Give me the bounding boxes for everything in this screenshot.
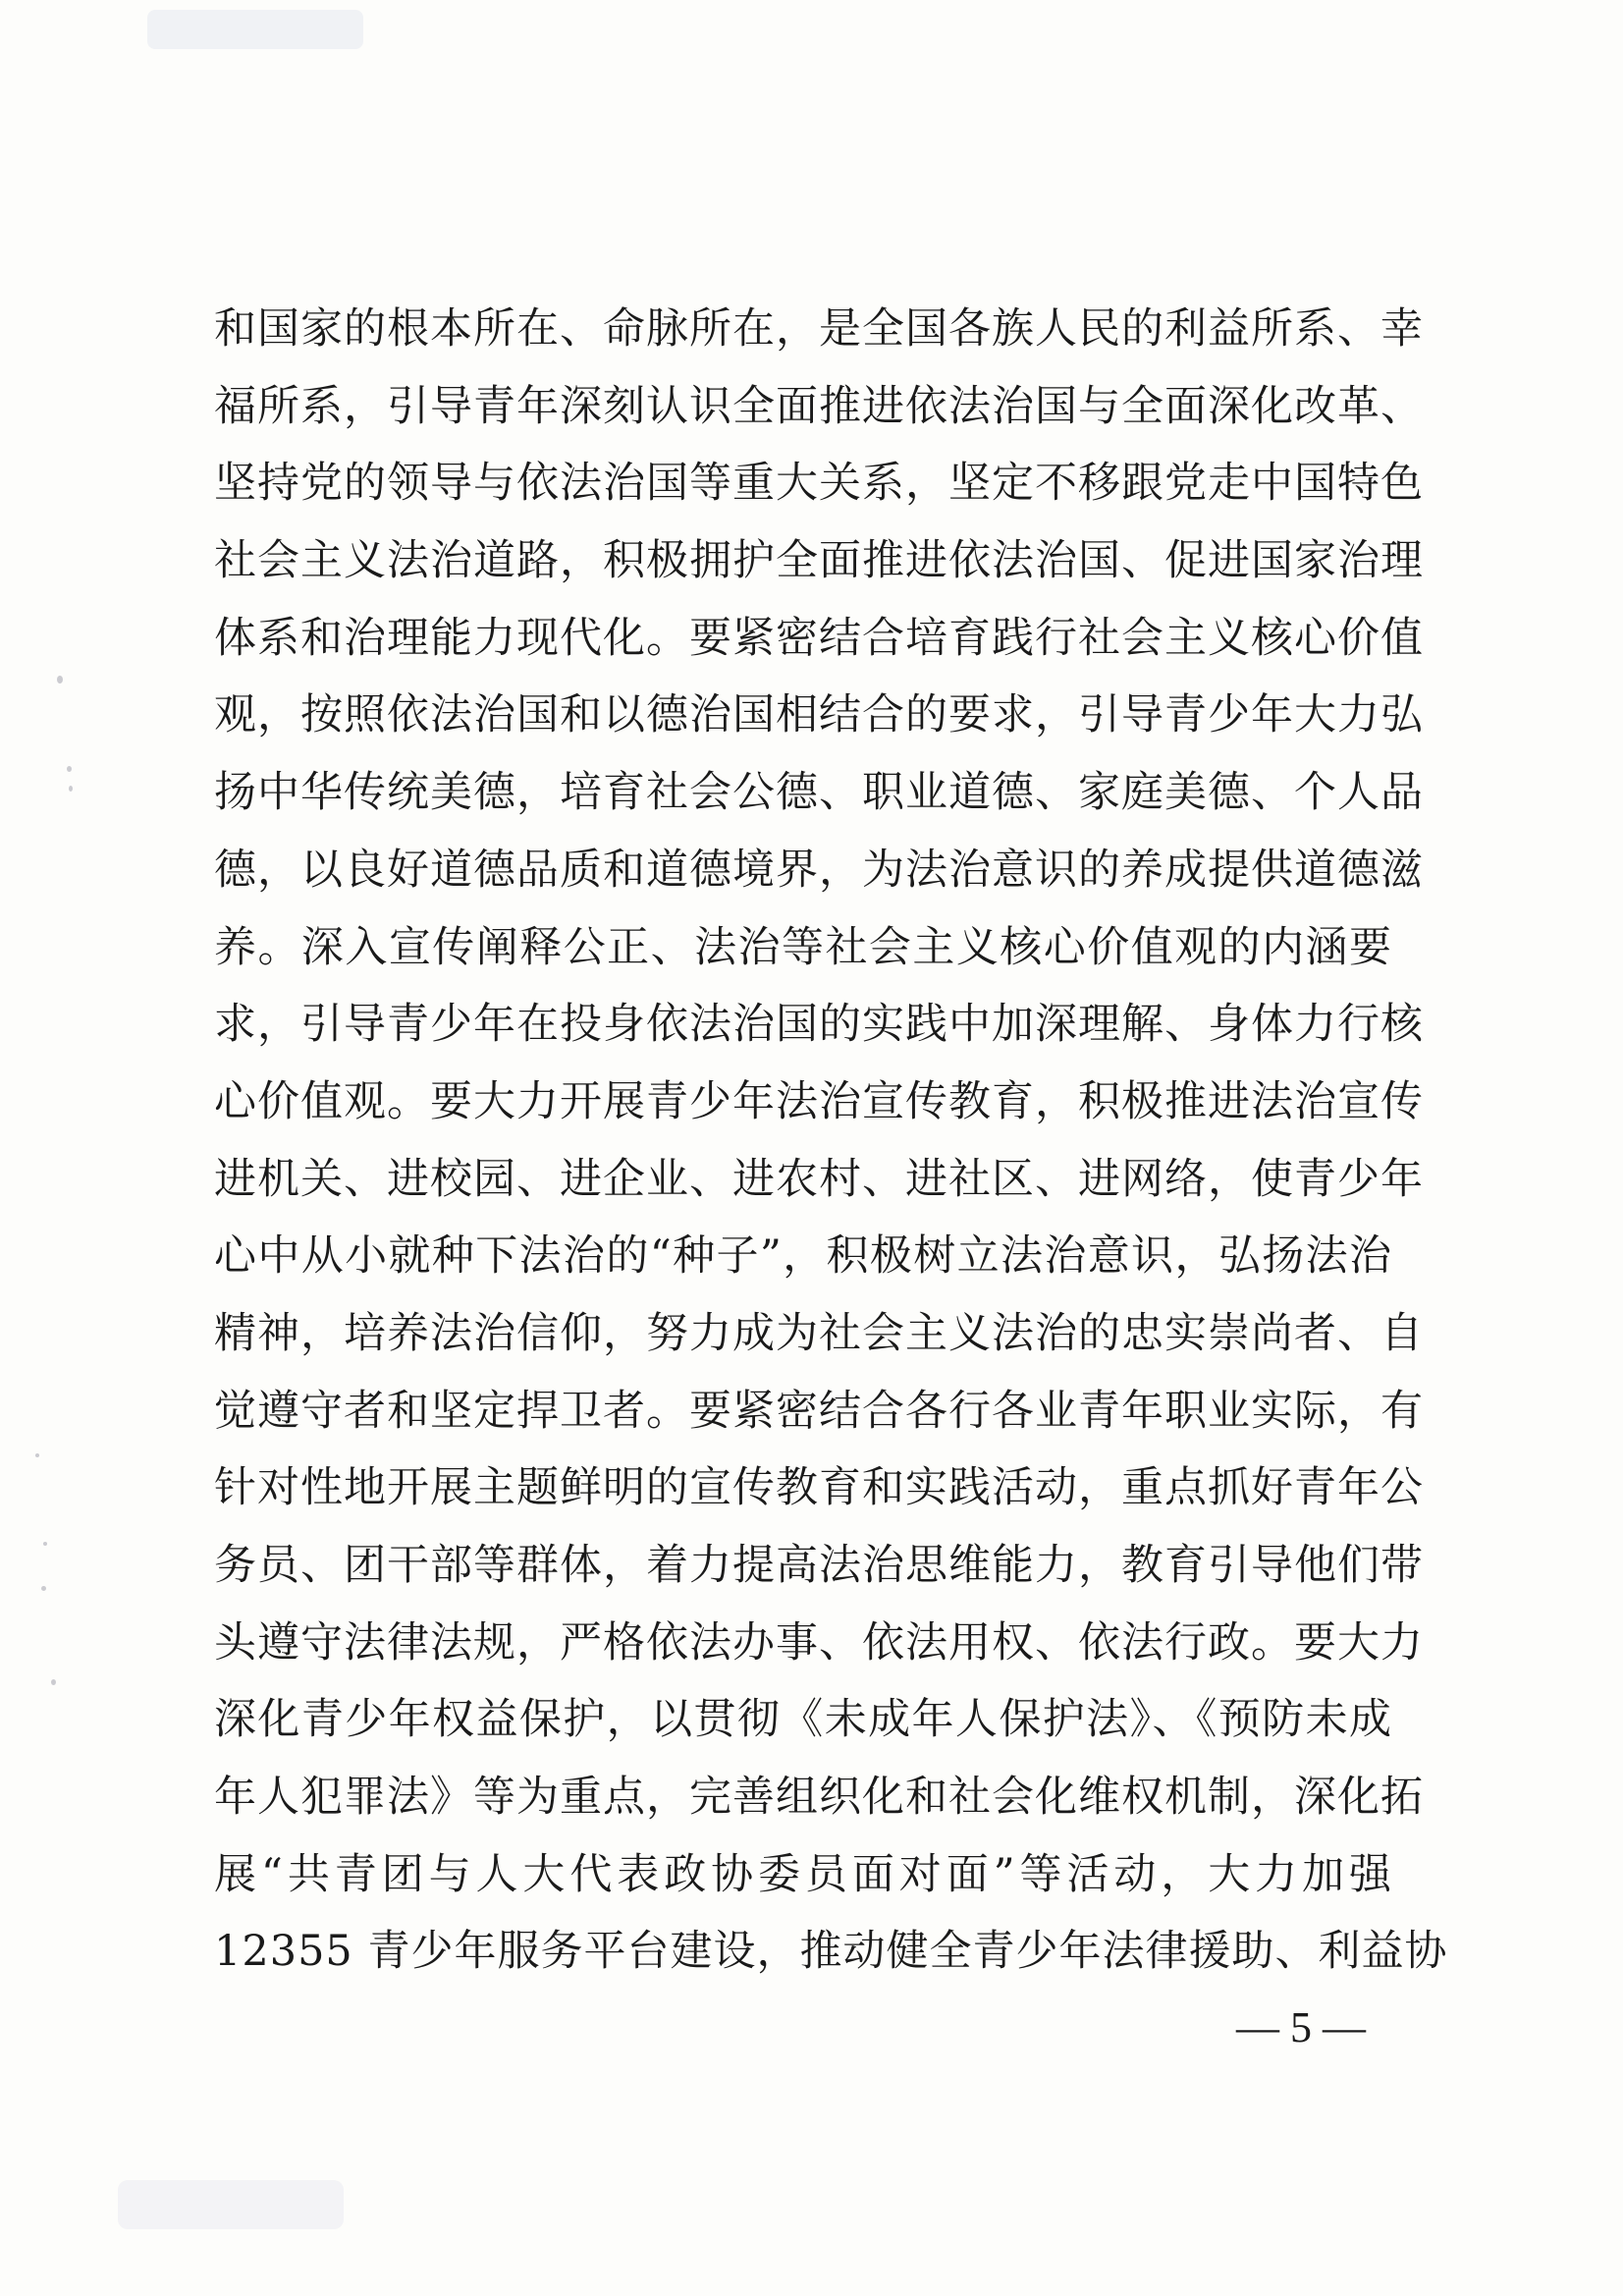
scan-speck [69, 786, 73, 792]
text-line: 务员、团干部等群体，着力提高法治思维能力，教育引导他们带 [214, 1541, 1424, 1590]
text-line: 头遵守法律法规，严格依法办事、依法用权、依法行政。要大力 [214, 1617, 1424, 1667]
text-line: 养。深入宣传阐释公正、法治等社会主义核心价值观的内涵要 [214, 922, 1392, 972]
text-line: 12355 青少年服务平台建设，推动健全青少年法律援助、利益协 [214, 1927, 1448, 1977]
text-line: 心中从小就种下法治的“种子”，积极树立法治意识，弘扬法治 [214, 1231, 1392, 1282]
body-text [214, 291, 1448, 1991]
scan-smudge [147, 10, 363, 49]
text-line: 扬中华传统美德，培育社会公德、职业道德、家庭美德、个人品 [214, 768, 1424, 818]
page-number: — 5 — [1236, 2003, 1366, 2051]
text-line: 年人犯罪法》等为重点，完善组织化和社会化维权机制，深化拓 [214, 1773, 1424, 1823]
text-line: 进机关、进校园、进企业、进农村、进社区、进网络，使青少年 [214, 1154, 1424, 1204]
text-line: 福所系，引导青年深刻认识全面推进依法治国与全面深化改革、 [214, 381, 1424, 431]
text-line: 精神，培养法治信仰，努力成为社会主义法治的忠实崇尚者、自 [214, 1308, 1424, 1358]
text-line: 体系和治理能力现代化。要紧密结合培育践行社会主义核心价值 [214, 613, 1424, 663]
text-line: 观，按照依法治国和以德治国相结合的要求，引导青少年大力弘 [214, 690, 1424, 740]
scan-speck [67, 766, 72, 772]
text-line: 觉遵守者和坚定捍卫者。要紧密结合各行各业青年职业实际，有 [214, 1386, 1424, 1436]
scan-speck [57, 676, 63, 683]
text-line: 心价值观。要大力开展青少年法治宣传教育，积极推进法治宣传 [214, 1076, 1424, 1126]
scan-speck [51, 1679, 56, 1685]
scan-speck [35, 1453, 39, 1457]
text-line: 针对性地开展主题鲜明的宣传教育和实践活动，重点抓好青年公 [214, 1463, 1424, 1513]
text-line: 德，以良好道德品质和道德境界，为法治意识的养成提供道德滋 [214, 845, 1424, 895]
text-line: 坚持党的领导与依法治国等重大关系，坚定不移跟党走中国特色 [214, 459, 1424, 509]
scan-speck [41, 1586, 46, 1591]
text-line: 社会主义法治道路，积极拥护全面推进依法治国、促进国家治理 [214, 536, 1424, 586]
scan-speck [43, 1542, 47, 1546]
text-line: 深化青少年权益保护，以贯彻《未成年人保护法》、《预防未成 [214, 1695, 1392, 1745]
text-line: 展“共青团与人大代表政协委员面对面”等活动，大力加强 [214, 1849, 1392, 1899]
text-line: 和国家的根本所在、命脉所在，是全国各族人民的利益所系、幸 [214, 304, 1424, 354]
scan-smudge [118, 2180, 344, 2229]
text-line: 求，引导青少年在投身依法治国的实践中加深理解、身体力行核 [214, 1000, 1424, 1050]
